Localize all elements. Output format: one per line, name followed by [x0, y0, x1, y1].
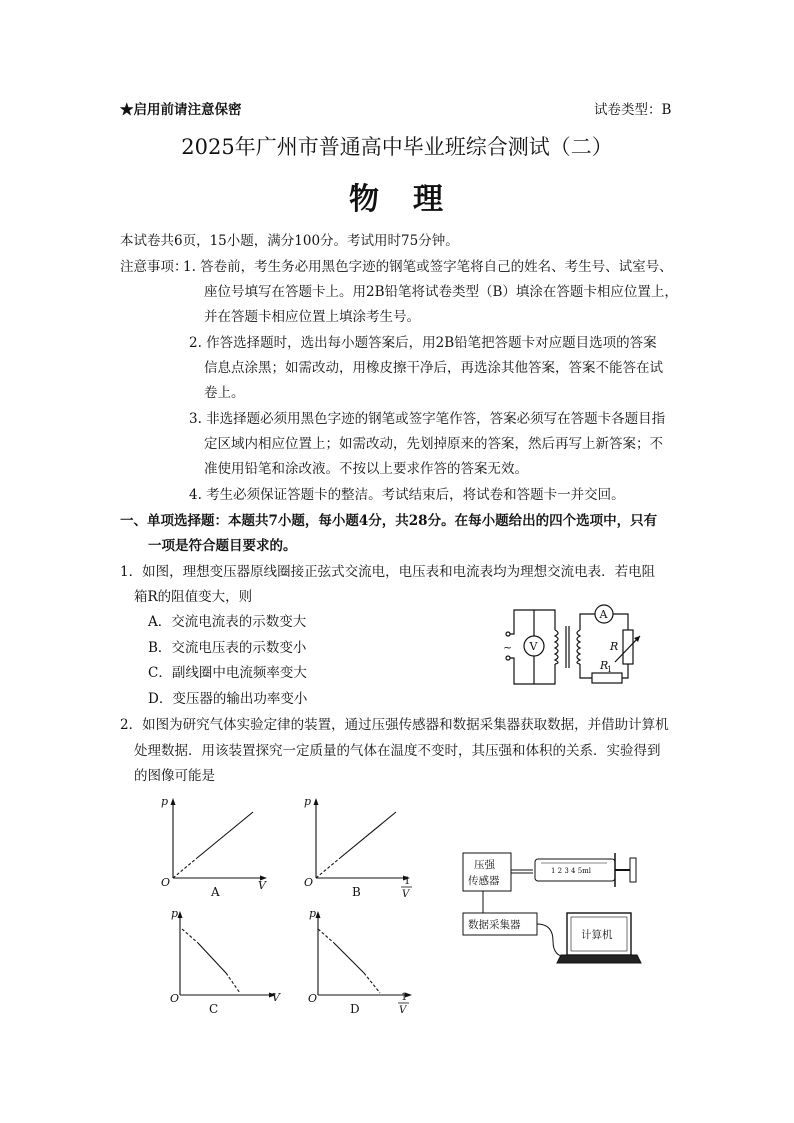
secondary-coil	[577, 630, 580, 664]
collector-label: 数据采集器	[468, 919, 521, 931]
x-axis-numerator: 1	[401, 992, 408, 1003]
x-axis-denominator: V	[399, 1005, 407, 1016]
note-line: 并在答题卡相应位置上填涂考生号。	[204, 309, 420, 325]
x-axis-label: V	[272, 991, 280, 1004]
graph-label: D	[350, 1002, 360, 1016]
y-axis-label: p	[161, 795, 169, 808]
note-line: 2. 作答选择题时，选出每小题答案后，用2B铅笔把答题卡对应题目选项的答案	[189, 335, 657, 351]
syringe-scale: 1 2 3 4 5ml	[551, 867, 592, 875]
q1-stem-cont: 箱R的阻值变大，则	[134, 589, 253, 605]
graph-c	[162, 903, 287, 1018]
sensor-label-line2: 传感器	[468, 875, 500, 887]
section-heading: 一、单项选择题：本题共7小题，每小题4分，共28分。在每小题给出的四个选项中，只有	[120, 513, 658, 529]
resistor-box-label: R	[610, 640, 619, 653]
note-line: 准使用铅笔和涂改液。不按以上要求作答的答案无效。	[204, 461, 528, 477]
q1-option-b: B．交流电压表的示数变小	[148, 640, 307, 656]
origin-label: O	[170, 992, 180, 1005]
graph-line-dashed	[226, 973, 240, 993]
note-line: 4. 考生必须保证答题卡的整洁。考试结束后，将试卷和答题卡一并交回。	[189, 487, 625, 503]
graph-label: C	[209, 1002, 219, 1016]
voltmeter-label: V	[529, 640, 538, 653]
resistor-r1-label: R	[600, 659, 609, 672]
graph-line	[340, 812, 396, 858]
graph-label: A	[211, 885, 220, 899]
resistor-box	[623, 630, 633, 664]
q1-option-a: A．交流电流表的示数变大	[148, 614, 307, 630]
sensor-label-line1: 压强	[474, 859, 495, 871]
resistor-r1	[592, 673, 622, 683]
terminal-dot	[506, 656, 510, 660]
q2-stem: 2．如图为研究气体实验定律的装置，通过压强传感器和数据采集器获取数据，并借助计算机	[120, 717, 669, 733]
note-line: 1. 答卷前，考生务必用黑色字迹的钢笔或签字笔将自己的姓名、考生号、试室号、	[183, 259, 673, 275]
y-axis-label: p	[309, 907, 317, 920]
confidential-mark: ★启用前请注意保密	[120, 102, 242, 118]
origin-label: O	[308, 992, 318, 1005]
note-line: 定区域内相应位置上；如需改动，先划掉原来的答案，然后再写上新答案；不	[204, 436, 663, 452]
x-axis-label: V	[258, 879, 266, 892]
q1-option-c: C．副线圈中电流频率变大	[148, 665, 307, 681]
primary-coil	[555, 630, 558, 664]
section-heading-cont: 一项是符合题目要求的。	[148, 538, 297, 554]
resistor-r1-sub: 1	[607, 665, 613, 674]
q1-option-d: D．变压器的输出功率变小	[148, 691, 308, 707]
origin-label: O	[161, 876, 171, 889]
ac-symbol: ~	[503, 641, 513, 654]
graph-b	[298, 790, 423, 900]
subject-title: 物 理	[349, 182, 445, 217]
graph-line-dashed	[364, 973, 380, 993]
exam-title: 2025年广州市普通高中毕业班综合测试（二）	[181, 135, 613, 159]
note-line: 座位号填写在答题卡上。用2B铅笔将试卷类型（B）填涂在答题卡相应位置上，	[204, 284, 678, 300]
graph-line	[198, 943, 226, 973]
graph-d	[300, 903, 425, 1018]
computer-label: 计算机	[581, 929, 613, 941]
syringe-plunger	[630, 858, 636, 882]
transformer-circuit-diagram	[500, 600, 650, 695]
x-axis-numerator: 1	[404, 876, 411, 887]
note-line: 卷上。	[204, 385, 245, 401]
graph-line-dashed	[173, 858, 197, 878]
graph-line-dashed	[182, 929, 198, 943]
q2-stem-cont: 的图像可能是	[134, 768, 215, 784]
paper-type: 试卷类型：B	[594, 102, 672, 118]
laptop-base	[557, 955, 641, 963]
graph-line	[197, 812, 253, 858]
graph-line	[334, 943, 364, 973]
q1-stem: 1．如图，理想变压器原线圈接正弦式交流电，电压表和电流表均为理想交流电表．若电阻	[120, 564, 656, 580]
intro-text: 本试卷共6页，15小题，满分100分。考试用时75分钟。	[120, 233, 459, 249]
graph-label: B	[352, 885, 361, 899]
terminal-dot	[506, 632, 510, 636]
note-line: 3. 非选择题必须用黑色字迹的钢笔或签字笔作答，答案必须写在答题卡各题目指	[189, 411, 666, 427]
x-axis-denominator: V	[402, 889, 410, 900]
ammeter-label: A	[599, 608, 608, 621]
q2-stem-cont: 处理数据．用该装置探究一定质量的气体在温度不变时，其压强和体积的关系．实验得到	[134, 743, 661, 759]
graph-line-dashed	[316, 858, 340, 878]
apparatus-diagram	[455, 845, 655, 970]
graph-a	[155, 790, 275, 900]
notes-label: 注意事项：	[120, 259, 188, 275]
note-line: 信息点涂黑；如需改动，用橡皮擦干净后，再选涂其他答案，答案不能答在试	[204, 360, 663, 376]
graph-line-dashed	[318, 929, 334, 943]
y-axis-label: p	[304, 795, 312, 808]
y-axis-label: p	[171, 907, 179, 920]
origin-label: O	[304, 876, 314, 889]
